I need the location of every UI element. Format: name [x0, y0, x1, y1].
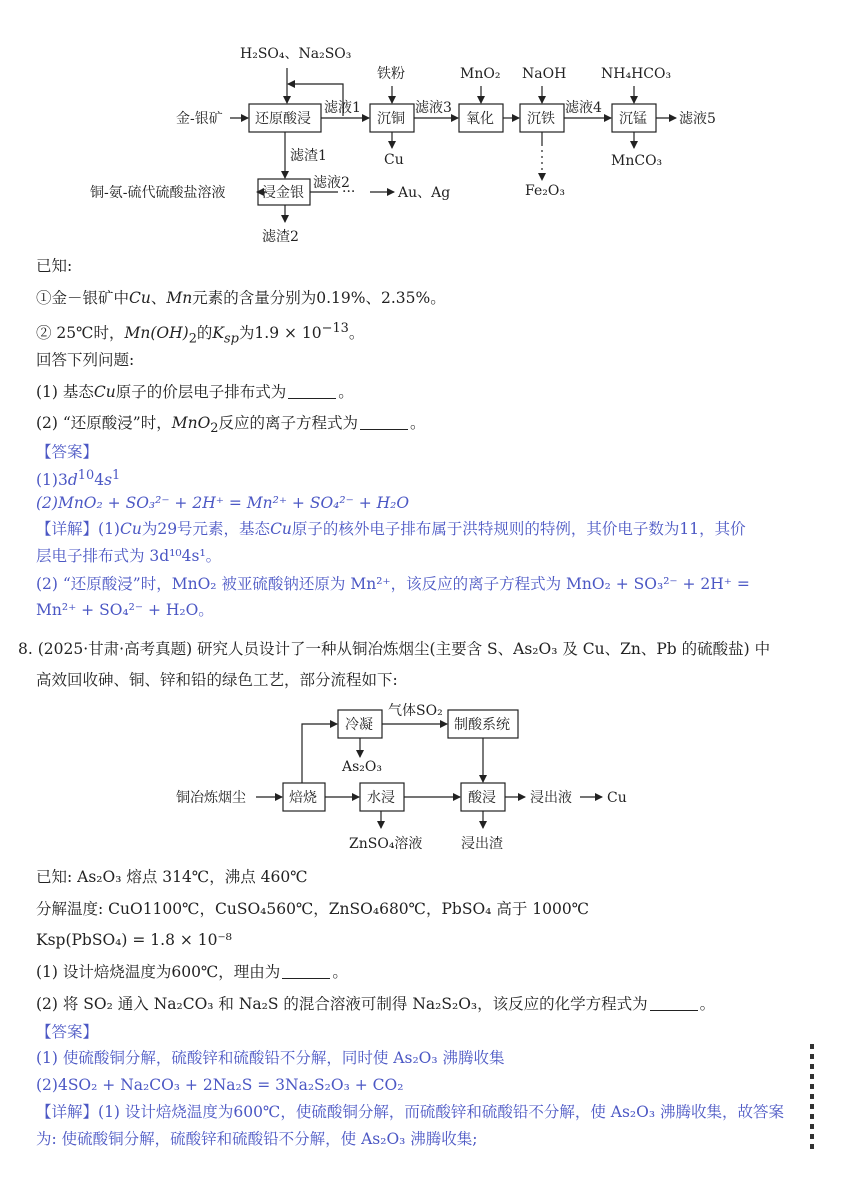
- known-1: [36, 287, 446, 309]
- known-title: 已知:: [36, 257, 73, 275]
- label-fe-precip: 沉铁: [527, 111, 555, 127]
- q7-2-a: (2) “还原酸浸”时，: [36, 414, 172, 432]
- a7-1-a: (1)3: [36, 471, 68, 490]
- known-8-2: 分解温度: CuO1100℃，CuSO₄560℃，ZnSO₄680℃，PbSO₄ 高于 1000℃: [36, 900, 590, 918]
- known-2-c: 为1.9 × 10: [238, 324, 322, 343]
- a7-1-10: 10: [77, 468, 95, 483]
- q7-1-cu: Cu: [93, 383, 116, 401]
- explanation-7-line-2: 层电子排布式为 3d¹⁰4s¹。: [36, 547, 222, 565]
- q7-1-b: 原子的价层电子排布式为: [115, 383, 287, 401]
- e7-1-c: 原子的核外电子排布属于洪特规则的特例，其价电子数为11，其价: [291, 520, 746, 538]
- question-7-2: [36, 412, 426, 440]
- answer-blank[interactable]: [288, 397, 336, 399]
- reagent-nh4hco3: NH₄HCO₃: [601, 66, 672, 82]
- question-7-1: [36, 381, 354, 403]
- ask-line: 回答下列问题:: [36, 351, 135, 369]
- label-gas-so2: 气体SO₂: [388, 703, 443, 719]
- known-2-exp: −13: [321, 321, 349, 336]
- label-leach-residue: 浸出渣: [461, 836, 503, 852]
- reagent-h2so4-na2so3: H₂SO₄、Na₂SO₃: [240, 46, 352, 62]
- answer-tag: 【答案】: [36, 443, 99, 461]
- label-leachate: 浸出液: [530, 790, 572, 806]
- question-8-stem-2: 高效回收砷、铜、锌和铅的绿色工艺，部分流程如下:: [36, 671, 398, 689]
- known-1-mn: Mn: [166, 289, 193, 307]
- answer-blank[interactable]: [650, 1009, 698, 1011]
- label-znso4-solution: ZnSO₄溶液: [349, 836, 423, 852]
- e7-1-a: (1): [98, 520, 120, 538]
- known-1-a: ①金－银矿中: [36, 289, 130, 307]
- label-water-leach: 水浸: [367, 790, 395, 806]
- label-filtrate-4: 滤液4: [565, 100, 602, 116]
- question-8-1: [36, 961, 348, 983]
- label-cu-precip: 沉铜: [377, 111, 405, 127]
- q7-1-a: (1) 基态: [36, 383, 94, 401]
- e8-tag: 【详解】: [36, 1103, 99, 1121]
- q7-1-c: 。: [338, 383, 354, 401]
- explanation-7-line-3: (2) “还原酸浸”时，MnO₂ 被亚硫酸钠还原为 Mn²⁺，该反应的离子方程式为 MnO₂ + SO₃²⁻ + 2H⁺ =: [36, 575, 750, 593]
- known-1-b: 、: [150, 289, 167, 307]
- label-product-mnco3: MnCO₃: [611, 153, 663, 169]
- label-leach-solution: 铜-氨-硫代硫酸盐溶液: [90, 185, 226, 201]
- label-mn-precip: 沉锰: [619, 111, 647, 127]
- label-condense: 冷凝: [345, 717, 373, 733]
- e7-1-cu: Cu: [119, 520, 142, 538]
- answer-7-1: [36, 465, 120, 491]
- label-product-au-ag: Au、Ag: [398, 185, 451, 201]
- known-2-sp: sp: [224, 331, 239, 347]
- label-oxidize: 氧化: [466, 111, 494, 127]
- explanation-8-line-2: 为: 使硫酸铜分解，硫酸锌和硫酸铅不分解，使 As₂O₃ 沸腾收集;: [36, 1130, 478, 1148]
- label-acid-leach: 酸浸: [468, 790, 496, 806]
- known-1-c: 元素的含量分别为0.19%、2.35%。: [192, 289, 446, 307]
- e7-1-b: 为29号元素，基态: [141, 520, 271, 538]
- label-product-cu: Cu: [384, 152, 404, 168]
- a7-1-4: 4: [94, 471, 105, 490]
- answer-8-2: (2)4SO₂ + Na₂CO₃ + 2Na₂S = 3Na₂S₂O₃ + CO₂: [36, 1076, 404, 1094]
- q7-2-c: 。: [410, 414, 426, 432]
- known-2-b: 的: [196, 324, 213, 343]
- answer-tag-8: 【答案】: [36, 1023, 99, 1041]
- label-residue-1: 滤渣1: [290, 148, 327, 164]
- a7-1-s: s: [104, 471, 113, 490]
- known-2-k: K: [212, 324, 225, 343]
- q7-2-sub: 2: [210, 421, 219, 437]
- reagent-naoh: NaOH: [522, 66, 567, 82]
- q8-2-a: (2) 将 SO₂ 通入 Na₂CO₃ 和 Na₂S 的混合溶液可制得 Na₂S₂O₃，该反应的化学方程式为: [36, 995, 648, 1013]
- known-2-d: 。: [348, 324, 365, 343]
- e7-tag: 【详解】: [36, 520, 99, 538]
- a7-1-d: d: [67, 471, 78, 490]
- flow-diagram-1: [0, 0, 844, 250]
- answer-8-1: (1) 使硫酸铜分解，硫酸锌和硫酸铅不分解，同时使 As₂O₃ 沸腾收集: [36, 1049, 505, 1067]
- explanation-7-line-4: Mn²⁺ + SO₄²⁻ + H₂O。: [36, 601, 214, 619]
- known-8-3: Ksp(PbSO₄) = 1.8 × 10⁻⁸: [36, 931, 232, 949]
- answer-blank[interactable]: [282, 977, 330, 979]
- known-2-sub: 2: [188, 331, 197, 347]
- answer-7-2: (2)MnO₂ + SO₃²⁻ + 2H⁺ = Mn²⁺ + SO₄²⁻ + H₂O: [36, 494, 410, 512]
- q7-2-b: 反应的离子方程式为: [218, 414, 359, 432]
- label-sulfuric-acid-system: 制酸系统: [454, 717, 510, 733]
- q7-2-mno2: MnO: [171, 414, 211, 432]
- label-product-fe2o3: Fe₂O₃: [525, 183, 565, 199]
- reagent-mno2: MnO₂: [460, 66, 501, 82]
- label-filtrate-2: 滤液2: [313, 175, 350, 191]
- label-filtrate-5: 滤液5: [679, 111, 716, 127]
- a7-1-1: 1: [112, 468, 121, 483]
- answer-blank[interactable]: [360, 428, 408, 430]
- known-2-a: ② 25℃时，: [36, 324, 125, 343]
- label-filtrate-3: 滤液3: [415, 100, 452, 116]
- q8-1-b: 。: [332, 963, 348, 981]
- known-1-cu: Cu: [129, 289, 151, 307]
- e8-1-text: (1) 设计焙烧温度为600℃，使硫酸铜分解，而硫酸锌和硫酸铅不分解，使 As₂O₃ 沸腾收集，故答案: [98, 1103, 784, 1121]
- label-au-ag-leach: 浸金银: [262, 185, 304, 201]
- known-2-mnoh: Mn(OH): [124, 324, 189, 343]
- label-filtrate-1: 滤液1: [324, 100, 361, 116]
- known-2: [36, 318, 364, 350]
- known-8-1: 已知: As₂O₃ 熔点 314℃，沸点 460℃: [36, 868, 308, 886]
- label-feed-dust: 铜冶炼烟尘: [176, 790, 246, 806]
- question-8-2: [36, 993, 715, 1015]
- margin-dash-line: [810, 1044, 814, 1154]
- question-8-stem-1: 8. (2025·甘肃·高考真题) 研究人员设计了一种从铜冶炼烟尘(主要含 S、As₂O₃ 及 Cu、Zn、Pb 的硫酸盐) 中: [18, 640, 771, 658]
- explanation-7-line-1: [36, 518, 746, 540]
- label-roast: 焙烧: [289, 790, 317, 806]
- label-cu: Cu: [607, 790, 627, 806]
- reagent-iron-powder: 铁粉: [377, 66, 405, 82]
- e7-1-cu2: Cu: [270, 520, 292, 538]
- explanation-8-line-1: [36, 1101, 784, 1123]
- label-reduce-leach: 还原酸浸: [255, 111, 311, 127]
- q8-2-b: 。: [699, 995, 716, 1013]
- q8-1-a: (1) 设计焙烧温度为600℃，理由为: [36, 963, 281, 981]
- label-ellipsis: ···: [342, 184, 356, 200]
- flow-diagram-2: [0, 695, 844, 860]
- label-residue-2: 滤渣2: [262, 229, 299, 245]
- feed-au-ag-ore: 金-银矿: [176, 111, 223, 127]
- label-as2o3: As₂O₃: [342, 759, 382, 775]
